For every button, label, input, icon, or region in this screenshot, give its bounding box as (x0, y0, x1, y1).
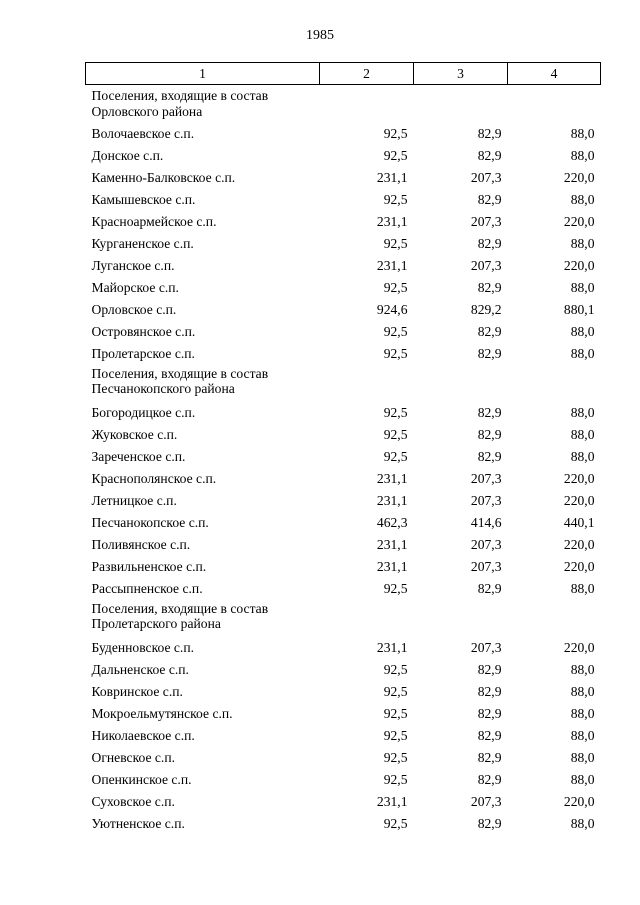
value-col-2: 92,5 (383, 580, 408, 596)
value-col-3: 82,9 (477, 279, 502, 295)
value-col-3: 82,9 (477, 125, 502, 141)
settlement-name: Суховское с.п. (91, 793, 175, 809)
settlement-name: Рассыпненское с.п. (91, 580, 203, 596)
table-row (86, 635, 601, 657)
settlement-name: Летницкое с.п. (91, 492, 177, 508)
value-col-3: 82,9 (477, 323, 502, 339)
value-col-3: 82,9 (477, 727, 502, 743)
group-heading: Поселения, входящие в состав Пролетарского района (91, 600, 269, 631)
value-col-2: 92,5 (383, 815, 408, 831)
table-row (86, 657, 601, 679)
settlements-table (85, 62, 601, 833)
settlement-name: Уютненское с.п. (91, 815, 185, 831)
value-col-4: 88,0 (570, 323, 595, 339)
value-col-3: 207,3 (470, 639, 502, 655)
value-col-4: 88,0 (570, 661, 595, 677)
value-col-2: 231,1 (376, 257, 408, 273)
value-col-4: 88,0 (570, 279, 595, 295)
value-col-3: 82,9 (477, 235, 502, 251)
settlement-name: Зареченское с.п. (91, 448, 186, 464)
value-col-4: 88,0 (570, 125, 595, 141)
empty-cell (508, 363, 601, 400)
table-body (86, 85, 601, 833)
value-col-4: 88,0 (570, 147, 595, 163)
table-row (86, 767, 601, 789)
value-col-4: 88,0 (570, 448, 595, 464)
settlement-name: Камышевское с.п. (91, 191, 196, 207)
empty-cell (508, 598, 601, 635)
settlement-name: Песчанокопское с.п. (91, 514, 209, 530)
value-col-4: 88,0 (570, 404, 595, 420)
value-col-3: 82,9 (477, 426, 502, 442)
table-row (86, 488, 601, 510)
table-row (86, 319, 601, 341)
settlement-name: Орловское с.п. (91, 301, 177, 317)
settlement-name: Пролетарское с.п. (91, 345, 195, 361)
value-col-2: 92,5 (383, 235, 408, 251)
value-col-2: 92,5 (383, 279, 408, 295)
value-col-3: 82,9 (477, 771, 502, 787)
table-row (86, 187, 601, 209)
table-row (86, 532, 601, 554)
value-col-2: 92,5 (383, 705, 408, 721)
empty-cell (320, 85, 414, 121)
settlement-name: Жуковское с.п. (91, 426, 178, 442)
column-header-1: 1 (86, 63, 320, 85)
column-header-3: 3 (414, 63, 508, 85)
value-col-3: 207,3 (470, 470, 502, 486)
value-col-4: 88,0 (570, 235, 595, 251)
value-col-3: 82,9 (477, 661, 502, 677)
value-col-4: 220,0 (563, 558, 595, 574)
value-col-2: 92,5 (383, 749, 408, 765)
value-col-2: 92,5 (383, 345, 408, 361)
value-col-3: 82,9 (477, 683, 502, 699)
value-col-4: 88,0 (570, 815, 595, 831)
table-row (86, 341, 601, 363)
value-col-3: 82,9 (477, 580, 502, 596)
value-col-4: 440,1 (563, 514, 595, 530)
value-col-3: 207,3 (470, 169, 502, 185)
value-col-2: 231,1 (376, 639, 408, 655)
table-row (86, 275, 601, 297)
value-col-2: 92,5 (383, 323, 408, 339)
value-col-3: 82,9 (477, 191, 502, 207)
value-col-2: 231,1 (376, 492, 408, 508)
table-row (86, 297, 601, 319)
settlement-name: Ковринское с.п. (91, 683, 183, 699)
settlement-name: Майорское с.п. (91, 279, 179, 295)
empty-cell (414, 598, 508, 635)
value-col-2: 231,1 (376, 169, 408, 185)
table-row (86, 679, 601, 701)
value-col-3: 207,3 (470, 213, 502, 229)
group-heading-row (86, 598, 601, 635)
value-col-2: 92,5 (383, 147, 408, 163)
table-row (86, 466, 601, 488)
settlement-name: Мокроельмутянское с.п. (91, 705, 233, 721)
value-col-4: 220,0 (563, 257, 595, 273)
value-col-4: 88,0 (570, 771, 595, 787)
value-col-3: 82,9 (477, 147, 502, 163)
settlement-name: Развильненское с.п. (91, 558, 207, 574)
table-row (86, 422, 601, 444)
value-col-3: 207,3 (470, 793, 502, 809)
settlement-name: Луганское с.п. (91, 257, 175, 273)
value-col-2: 462,3 (376, 514, 408, 530)
table-row (86, 231, 601, 253)
value-col-3: 82,9 (477, 815, 502, 831)
value-col-2: 92,5 (383, 683, 408, 699)
value-col-3: 414,6 (470, 514, 502, 530)
table-row (86, 444, 601, 466)
value-col-4: 88,0 (570, 580, 595, 596)
table-row (86, 400, 601, 422)
settlement-name: Опенкинское с.п. (91, 771, 192, 787)
value-col-4: 88,0 (570, 727, 595, 743)
empty-cell (320, 598, 414, 635)
value-col-4: 88,0 (570, 426, 595, 442)
table-row (86, 510, 601, 532)
settlement-name: Волочаевское с.п. (91, 125, 195, 141)
value-col-3: 207,3 (470, 492, 502, 508)
table-row (86, 745, 601, 767)
table-row (86, 209, 601, 231)
value-col-2: 231,1 (376, 558, 408, 574)
value-col-2: 92,5 (383, 661, 408, 677)
table-row (86, 121, 601, 143)
settlement-name: Краснополянское с.п. (91, 470, 217, 486)
settlement-name: Буденновское с.п. (91, 639, 194, 655)
header-row (86, 63, 601, 85)
empty-cell (414, 85, 508, 121)
settlement-name: Дальненское с.п. (91, 661, 189, 677)
column-header-4: 4 (508, 63, 601, 85)
settlement-name: Красноармейское с.п. (91, 213, 217, 229)
value-col-4: 220,0 (563, 639, 595, 655)
value-col-4: 88,0 (570, 683, 595, 699)
value-col-3: 82,9 (477, 749, 502, 765)
value-col-4: 220,0 (563, 536, 595, 552)
settlement-name: Островянское с.п. (91, 323, 196, 339)
value-col-4: 88,0 (570, 191, 595, 207)
empty-cell (414, 363, 508, 400)
value-col-2: 92,5 (383, 404, 408, 420)
settlement-name: Богородицкое с.п. (91, 404, 196, 420)
table-row (86, 723, 601, 745)
value-col-3: 207,3 (470, 536, 502, 552)
table-row (86, 701, 601, 723)
group-heading: Поселения, входящие в состав Песчанокопского района (91, 365, 269, 396)
value-col-2: 92,5 (383, 771, 408, 787)
empty-cell (320, 363, 414, 400)
group-heading-row (86, 363, 601, 400)
column-header-2: 2 (320, 63, 414, 85)
settlement-name: Николаевское с.п. (91, 727, 195, 743)
value-col-2: 231,1 (376, 470, 408, 486)
settlement-name: Каменно-Балковское с.п. (91, 169, 236, 185)
settlement-name: Огневское с.п. (91, 749, 175, 765)
value-col-3: 82,9 (477, 448, 502, 464)
value-col-4: 220,0 (563, 169, 595, 185)
value-col-2: 231,1 (376, 536, 408, 552)
page-number: 1985 (306, 28, 334, 43)
table-row (86, 789, 601, 811)
value-col-4: 88,0 (570, 345, 595, 361)
value-col-2: 924,6 (376, 301, 408, 317)
table-row (86, 554, 601, 576)
settlement-name: Донское с.п. (91, 147, 164, 163)
value-col-2: 231,1 (376, 793, 408, 809)
value-col-4: 220,0 (563, 492, 595, 508)
value-col-3: 82,9 (477, 345, 502, 361)
settlement-name: Курганенское с.п. (91, 235, 194, 251)
settlement-name: Поливянское с.п. (91, 536, 191, 552)
table-row (86, 811, 601, 833)
value-col-4: 220,0 (563, 793, 595, 809)
value-col-2: 231,1 (376, 213, 408, 229)
value-col-4: 88,0 (570, 749, 595, 765)
value-col-2: 92,5 (383, 191, 408, 207)
group-heading: Поселения, входящие в состав Орловского района (91, 88, 269, 119)
table-row (86, 165, 601, 187)
value-col-2: 92,5 (383, 426, 408, 442)
value-col-2: 92,5 (383, 125, 408, 141)
value-col-3: 207,3 (470, 257, 502, 273)
value-col-4: 880,1 (563, 301, 595, 317)
value-col-3: 82,9 (477, 404, 502, 420)
value-col-3: 82,9 (477, 705, 502, 721)
empty-cell (508, 85, 601, 121)
table-row (86, 576, 601, 598)
value-col-2: 92,5 (383, 448, 408, 464)
value-col-3: 829,2 (470, 301, 502, 317)
value-col-2: 92,5 (383, 727, 408, 743)
group-heading-row (86, 85, 601, 121)
value-col-4: 220,0 (563, 470, 595, 486)
value-col-4: 220,0 (563, 213, 595, 229)
value-col-4: 88,0 (570, 705, 595, 721)
table-row (86, 143, 601, 165)
table-header (86, 63, 601, 85)
value-col-3: 207,3 (470, 558, 502, 574)
table-row (86, 253, 601, 275)
